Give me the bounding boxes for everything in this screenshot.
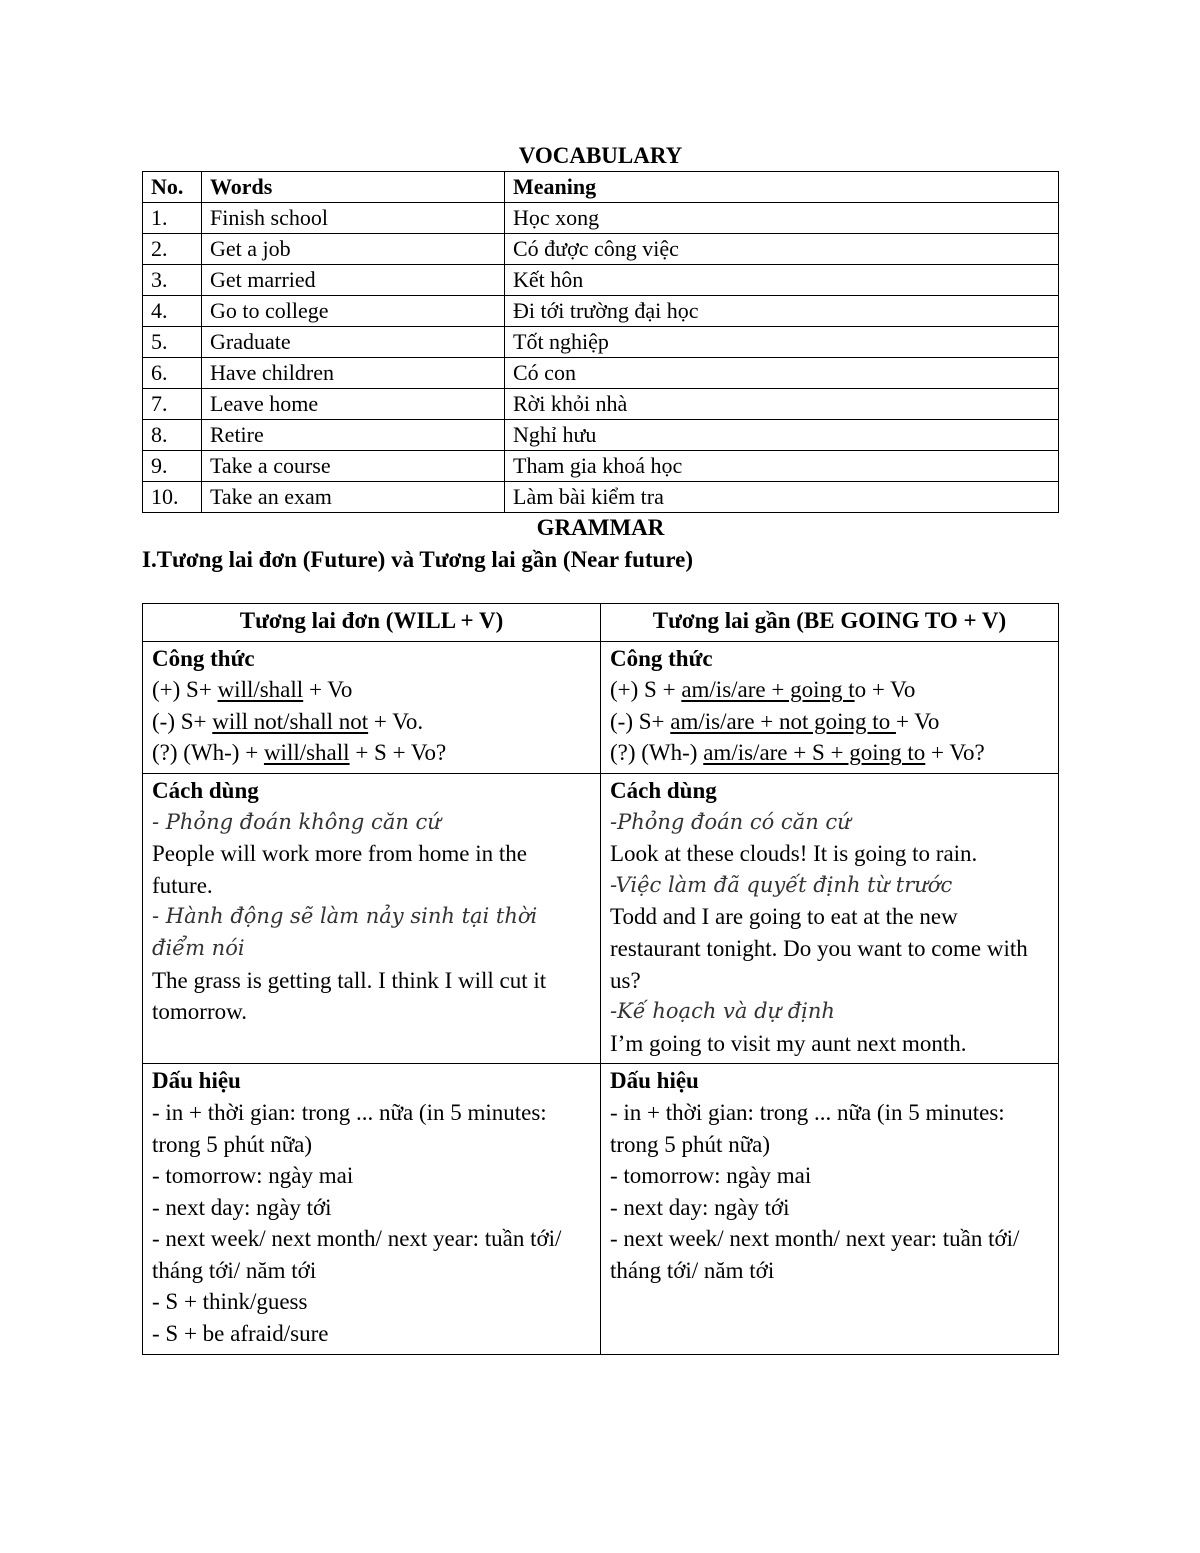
usage-example: I’m going to visit my aunt next month. (610, 1030, 967, 1056)
header-meaning: Meaning (505, 172, 1059, 203)
usage-example: The grass is getting tall. I think I will cut it (152, 967, 547, 993)
row-number: 8. (143, 420, 202, 451)
row-number: 1. (143, 203, 202, 234)
formula-question (610, 737, 1049, 769)
header-near-future: Tương lai gần (BE GOING TO + V) (601, 604, 1059, 642)
usage-label: Cách dùng (152, 777, 259, 803)
text: o + Vo (854, 677, 916, 703)
text: (-) S+ (610, 708, 671, 734)
table-row (143, 234, 1059, 265)
formula-right-cell (601, 641, 1059, 773)
row-meaning: Tốt nghiệp (505, 327, 1059, 358)
row-word: Leave home (202, 389, 505, 420)
row-word: Get married (202, 265, 505, 296)
text: (+) S+ (152, 677, 218, 703)
row-word: Get a job (202, 234, 505, 265)
table-row (143, 358, 1059, 389)
row-meaning: Rời khỏi nhà (505, 389, 1059, 420)
row-number: 6. (143, 358, 202, 389)
formula-question (152, 737, 591, 769)
formula-label: Công thức (152, 645, 255, 671)
usage-note: - Hành động sẽ làm nảy sinh tại thời điểm nói (152, 904, 538, 960)
formula-left-cell (143, 641, 601, 773)
text: + Vo? (925, 740, 985, 766)
text: (?) (Wh-) + (152, 740, 264, 766)
table-row (143, 389, 1059, 420)
row-meaning: Đi tới trường đại học (505, 296, 1059, 327)
vocabulary-rows (143, 203, 1059, 513)
usage-example: Todd and I are going to eat at the new restaurant tonight. Do you want to come with us? (610, 904, 1028, 993)
text: + Vo. (368, 708, 424, 734)
row-meaning: Có được công việc (505, 234, 1059, 265)
row-number: 10. (143, 482, 202, 513)
usage-example: Look at these clouds! It is going to rain. (610, 841, 978, 867)
header-future-simple: Tương lai đơn (WILL + V) (143, 604, 601, 642)
row-meaning: Tham gia khoá học (505, 451, 1059, 482)
row-word: Finish school (202, 203, 505, 234)
usage-note: -Kế hoạch và dự định (610, 999, 835, 1024)
table-row (143, 203, 1059, 234)
row-number: 7. (143, 389, 202, 420)
usage-right-cell (601, 773, 1059, 1063)
row-meaning: Làm bài kiểm tra (505, 482, 1059, 513)
signs-label: Dấu hiệu (610, 1068, 699, 1094)
sign-item: - in + thời gian: trong ... nữa (in 5 minutes: trong 5 phút nữa) (610, 1099, 1005, 1157)
vocabulary-table (142, 171, 1059, 513)
underlined-text: am/is/are + S + going to (703, 740, 926, 766)
row-number: 5. (143, 327, 202, 358)
signs-label: Dấu hiệu (152, 1068, 241, 1094)
sign-item: - next day: ngày tới (152, 1194, 332, 1220)
usage-row (143, 773, 1059, 1063)
row-meaning: Nghỉ hưu (505, 420, 1059, 451)
table-row (143, 265, 1059, 296)
underlined-text: will not/shall not (212, 708, 369, 734)
underlined-text: am/is/are + not going to (670, 708, 896, 734)
usage-note: -Phỏng đoán có căn cứ (610, 809, 851, 834)
row-number: 2. (143, 234, 202, 265)
signs-left-cell (143, 1064, 601, 1354)
row-word: Graduate (202, 327, 505, 358)
row-meaning: Có con (505, 358, 1059, 389)
formula-negative (152, 706, 591, 738)
sign-item: - next day: ngày tới (610, 1194, 790, 1220)
header-words: Words (202, 172, 505, 203)
table-row (143, 420, 1059, 451)
row-word: Take an exam (202, 482, 505, 513)
usage-note: -Việc làm đã quyết định từ trước (610, 872, 953, 897)
formula-label: Công thức (610, 645, 713, 671)
text: (-) S+ (152, 708, 213, 734)
sign-item: - tomorrow: ngày mai (152, 1163, 354, 1189)
text: (?) (Wh-) (610, 740, 704, 766)
sign-item: - S + think/guess (152, 1289, 308, 1315)
underlined-text: will/shall (217, 677, 304, 703)
text: + S + Vo? (349, 740, 447, 766)
row-number: 4. (143, 296, 202, 327)
formula-negative (610, 706, 1049, 738)
formula-positive (152, 674, 591, 706)
signs-right-cell (601, 1064, 1059, 1354)
usage-left-cell (143, 773, 601, 1063)
sign-item: - next week/ next month/ next year: tuần tới/ tháng tới/ năm tới (152, 1226, 562, 1283)
sign-item: - S + be afraid/sure (152, 1321, 329, 1347)
vocabulary-title: VOCABULARY (518, 143, 683, 168)
row-number: 3. (143, 265, 202, 296)
grammar-header-row (143, 604, 1059, 642)
row-word: Go to college (202, 296, 505, 327)
row-meaning: Kết hôn (505, 265, 1059, 296)
header-no: No. (143, 172, 202, 203)
text: (+) S + (610, 677, 682, 703)
usage-example: tomorrow. (152, 999, 247, 1025)
document-page (142, 141, 1059, 1355)
row-word: Take a course (202, 451, 505, 482)
underlined-text: will/shall (263, 740, 350, 766)
usage-label: Cách dùng (610, 777, 717, 803)
row-number: 9. (143, 451, 202, 482)
usage-note: - Phỏng đoán không căn cứ (152, 809, 441, 834)
sign-item: - next week/ next month/ next year: tuần tới/ tháng tới/ năm tới (610, 1226, 1020, 1283)
formula-positive (610, 674, 1049, 706)
grammar-heading: I.Tương lai đơn (Future) và Tương lai gần (Near future) (142, 547, 693, 572)
table-row (143, 327, 1059, 358)
grammar-table (142, 603, 1059, 1355)
formula-row (143, 641, 1059, 773)
table-row (143, 296, 1059, 327)
row-word: Have children (202, 358, 505, 389)
underlined-text: am/is/are + going t (681, 677, 855, 703)
text: + Vo (895, 708, 940, 734)
signs-row (143, 1064, 1059, 1354)
table-row (143, 451, 1059, 482)
row-word: Retire (202, 420, 505, 451)
text: + Vo (303, 677, 353, 703)
sign-item: - in + thời gian: trong ... nữa (in 5 minutes: trong 5 phút nữa) (152, 1099, 547, 1157)
usage-example: People will work more from home in the future. (152, 841, 527, 898)
table-header-row (143, 172, 1059, 203)
table-row (143, 482, 1059, 513)
row-meaning: Học xong (505, 203, 1059, 234)
grammar-title: GRAMMAR (536, 515, 665, 540)
sign-item: - tomorrow: ngày mai (610, 1163, 812, 1189)
